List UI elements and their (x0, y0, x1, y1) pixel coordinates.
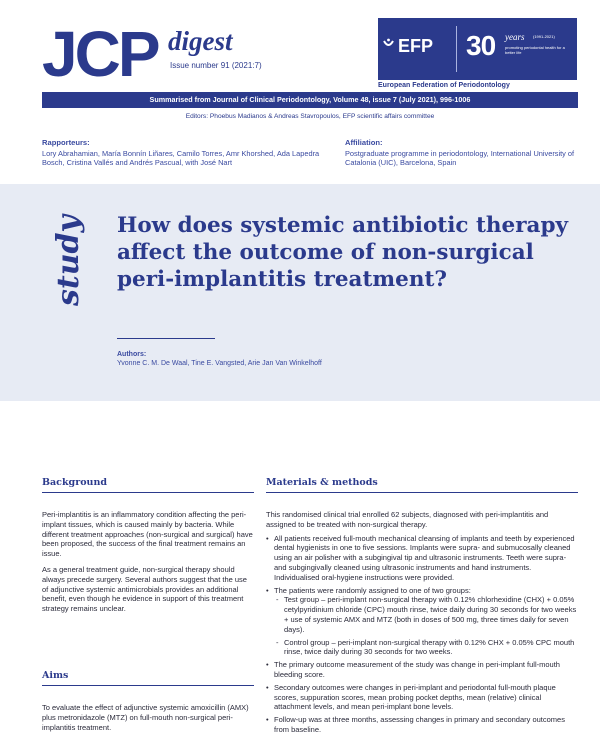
aims-section (42, 670, 254, 732)
background-section (42, 477, 254, 614)
anniversary-tagline: promoting periodontal health for a better life (505, 45, 565, 55)
methods-bullet-5: • Follow-up was at three months, assessing changes in primary and secondary outcomes from baseline. (266, 715, 578, 735)
methods-bullet-3: • The primary outcome measurement of the study was change in peri-implant full-mouth bleeding score. (266, 660, 578, 680)
jcp-logo: JCP (42, 18, 158, 90)
authors-heading: Authors: (117, 351, 147, 358)
summary-bar: Summarised from Journal of Clinical Periodontology, Volume 48, issue 7 (July 2021), 996-1006 (42, 92, 578, 108)
methods-list (266, 534, 578, 735)
affiliation-heading: Affiliation: (345, 138, 383, 147)
methods-bullet-4: • Secondary outcomes were changes in peri-implant and periodontal full-mouth plaque scores, suppuration scores, mean probing pocket depths, mean (relative) clinical attachment levels, and mean peri-implant bone levels. (266, 683, 578, 712)
methods-heading: Materials & methods (266, 477, 378, 488)
aims-rule (42, 685, 254, 686)
methods-sub-bullet-1: - Test group – peri-implant non-surgical therapy with 0.12% chlorhexidine (CHX) + 0.05% cetylpyridinium chloride (CPC) mouth rinse, twice daily during 30 seconds for two weeks + use of systemic AMX and MTZ (both in doses of 500 mg, three times daily for seven days). (266, 595, 578, 634)
study-label-text: study (51, 215, 86, 306)
aims-heading: Aims (42, 670, 69, 681)
editors-line: Editors: Phoebus Madianos & Andreas Stavropoulos, EFP scientific affairs committee (185, 113, 435, 120)
anniversary-word: years (505, 32, 525, 42)
methods-sub-bullet-2: - Control group – peri-implant non-surgical therapy with 0.12% CHX + 0.05% CPC mouth rinse, twice daily during 30 seconds for two weeks. (266, 638, 578, 658)
methods-bullet-1: • All patients received full-mouth mechanical cleansing of implants and teeth by experienced dental hygienists in one to five sessions. Implants were supra- and submucosally cleaned using an air polisher with a subgingival tip and ultrasonic instruments. Teeth were supra- and subgingivally cleaned using ultrasonic instruments and hand instruments. Individualised oral-hygiene instructions were provided. (266, 534, 578, 583)
rapporteurs-heading: Rapporteurs: (42, 138, 90, 147)
background-paragraph-2: As a general treatment guide, non-surgical therapy should always precede surgery. Several authors suggest that the use of adjunctive systemic antimicrobials provides an additional benefit, even though he evidence in support of this treatment strategy remains unclear. (42, 564, 247, 614)
study-label (42, 210, 92, 310)
issue-number: Issue number 91 (2021:7) (170, 61, 262, 70)
anniversary-number: 30 (466, 30, 496, 61)
study-title: How does systemic antibiotic therapy affect the outcome of non-surgical peri-implantitis treatment? (117, 213, 568, 292)
methods-bullet-2: • The patients were randomly assigned to one of two groups: (266, 586, 578, 596)
efp-mark-icon (383, 38, 394, 49)
methods-rule (266, 492, 578, 493)
affiliation-text: Postgraduate programme in periodontology, International University of Catalonia (UIC), Barcelona, Spain (345, 149, 575, 168)
anniversary-range: (1991-2021) (533, 34, 555, 39)
methods-intro: This randomised clinical trial enrolled 62 subjects, diagnosed with peri-implantitis and assigned to be treated with non-surgical therapy. (266, 510, 549, 529)
title-rule (117, 338, 215, 339)
background-heading: Background (42, 477, 107, 488)
aims-paragraph: To evaluate the effect of adjunctive systemic amoxicillin (AMX) plus metronidazole (MTZ) on full-mouth non-surgical peri-implantitis treatment. (42, 703, 249, 732)
background-paragraph-1: Peri-implantitis is an inflammatory condition affecting the peri-implant tissues, which is caused mainly by bacteria. While different treatment approaches (non-surgical and surgical) have been proposed, the success of the final treatment remains an issue. (42, 510, 253, 559)
efp-full-name: European Federation of Periodontology (378, 82, 510, 89)
efp-logo-text: EFP (398, 36, 434, 56)
methods-section (266, 477, 578, 735)
authors-text: Yvonne C. M. De Waal, Tine E. Vangsted, Arie Jan Van Winkelhoff (117, 360, 322, 367)
background-rule (42, 492, 254, 493)
efp-divider (456, 26, 457, 72)
digest-wordmark: digest (168, 26, 233, 56)
rapporteurs-text: Lory Abrahamian, María Bonnín Liñares, Camilo Torres, Amr Khorshed, Ada Lapedra Bosch, Cristina Vallés and Andrés Pascual, with José Nart (42, 149, 320, 168)
